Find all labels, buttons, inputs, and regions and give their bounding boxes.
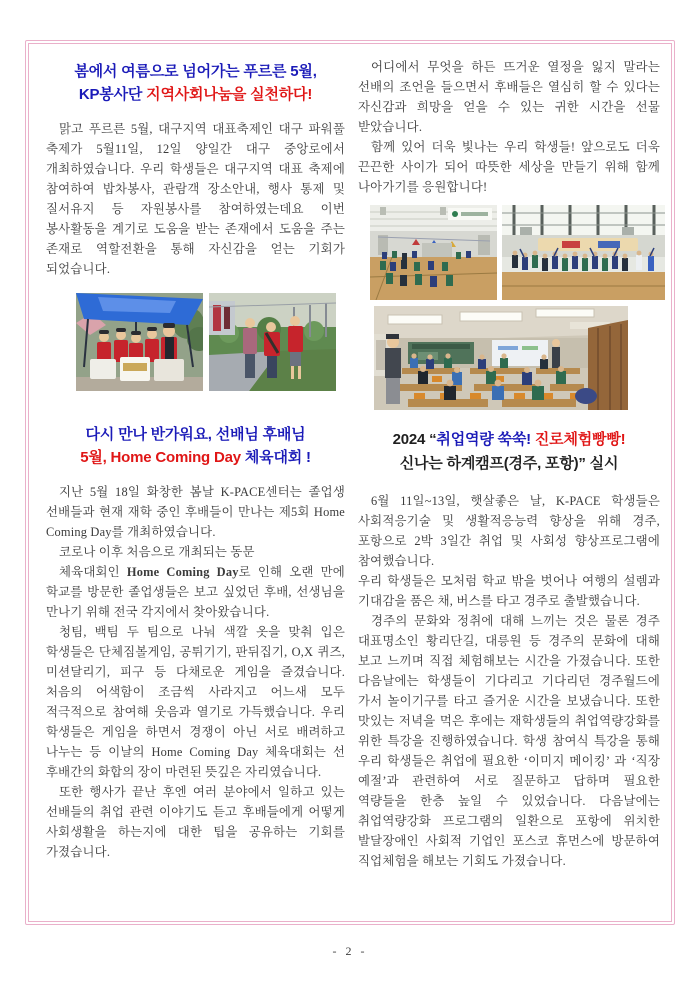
article3-title-line1-black: 2024 “ [392, 431, 437, 448]
article2-title-line2-red: 5월, Home Coming Day [80, 449, 245, 466]
article2-photos-top [370, 205, 660, 300]
article1-title-line1: 봄에서 여름으로 넘어가는 푸르른 5월, [74, 63, 317, 80]
article2-paragraph-2: 코로나 이후 처음으로 개최되는 동문 [59, 545, 255, 559]
article1-paragraph: 맑고 푸르른 5월, 대구지역 대표축제인 대구 파워풀 축제가 5월11일, 12일 양일간 대구 중앙로에서 개최하였습니다. 우리 학생들은 대구지역 대표 축제에 참여하여 밥차봉사, 관람객 장소안내, 행사 통제 및 질서유지 등 자원봉사를 참여하였는데요 이번 봉사활동을 계기로 도움을 받는 존재에서 도움을 주는 존재로 역할전환을 통해 자신감을 얻는 기회가 되었습니다. [46, 122, 345, 276]
closing-paragraph-2: 함께 있어 더욱 빛나는 우리 학생들! 앞으로도 더욱 끈끈한 사이가 되어 따뜻한 세상을 만들기 위해 함께 나아가기를 응원합니다! [358, 140, 660, 194]
article3-paragraph-2: 우리 학생들은 모처럼 학교 밖을 벗어나 여행의 설렘과 기대감을 품은 채, 버스를 타고 경주로 출발했습니다. [358, 574, 660, 608]
article1-title-line2-red: 지역사회나눔을 실천하다! [146, 86, 313, 103]
article2-paragraph-3-bold: Home Coming Day [126, 565, 239, 579]
photo-festival-street [209, 293, 336, 391]
article3-title-line1-red: 진로체험빵빵! [534, 431, 626, 448]
article2-paragraph-4: 청팀, 백팀 두 팀으로 나눠 색깔 옷을 맞춰 입은 학생들은 단체짐볼게임, 공튀기기, 판뒤집기, O,X 퀴즈, 미션달리기, 피구 등 다채로운 게임을 즐겼습니다. 처음의 어색함이 조금씩 사라지고 어느새 모두 적극적으로 참여해 웃음과 열기로 가득했습니다. 우리 학생들은 게임을 하면서 경쟁이 아닌 서로 배려하고 나누는 등 이날의 Home Coming Day 체육대회는 선 후배간의 화합의 장이 마련된 뜻깊은 자리였습니다. [46, 625, 345, 779]
photo-gym-group [502, 205, 665, 300]
photo-gym-seated [370, 205, 497, 300]
article3-paragraph-3: 경주의 문화와 정취에 대해 느끼는 것은 물론 경주 대표명소인 황리단길, 대릉원 등 경주의 문화에 대해 보고 느끼며 직접 체험해보는 시간을 가졌습니다. 또한 다음날에는 학생들이 기다리고 기다리던 경주월드에 가서 놀이기구를 타고 즐거운 시간을 보냈습니다. 또한 맛있는 저녁을 먹은 후에는 재학생들의 취업역량강화를 위한 특강을 진행하였습니다. 학생 참여식 특강을 통해 우리 학생들은 취업에 필요한 ‘이미지 메이킹’ 과 ‘직장 예절’과 관련하여 서로 질문하고 답하며 필요한 역량들을 한층 높일 수 있었습니다. 다음날에는 취업역량강화 프로그램의 일환으로 포항에 위치한 발달장애인 사회적 기업인 포스코 휴먼스에 방문하여 직업체험을 해보는 기회도 가졌습니다. [358, 614, 660, 868]
article1-photos [76, 293, 345, 391]
right-column [358, 57, 660, 871]
article2-paragraph-3-post: 로 인해 오랜 만에 학교를 방문한 졸업생들은 보고 싶었던 후배, 선생님을 만나기 위해 전국 각지에서 찾아왔습니다. [46, 565, 345, 619]
article2-paragraph-1: 지난 5월 18일 화창한 봄날 K-PACE센터는 졸업생 선배들과 현재 재학 중인 후배들이 만나는 제5회 Home Coming Day를 개최하였습니다. [46, 485, 345, 539]
article2-title [46, 423, 345, 469]
article3-title-line2: 신나는 하계캠프(경주, 포항)” 실시 [399, 455, 619, 472]
article3-title [358, 428, 660, 476]
article2-paragraph-3 [46, 562, 345, 622]
left-column [46, 60, 345, 862]
article2-paragraph-5: 또한 행사가 끝난 후엔 여러 분야에서 일하고 있는 선배들의 취업 관련 이야기도 듣고 후배들에게 어떻게 사회생활을 하는지에 대한 팁을 공유하는 기회를 가졌습니다. [46, 785, 345, 859]
article2-title-line1: 다시 만나 반가워요, 선배님 후배님 [85, 426, 306, 443]
photo-festival-tent [76, 293, 203, 391]
photo-lecture-room [374, 306, 628, 410]
page-number: - 2 - [332, 944, 368, 958]
article1-title [46, 60, 345, 106]
article3-photo [374, 306, 660, 410]
closing-paragraph-1: 어디에서 무엇을 하든 뜨거운 열정을 잃지 말라는 선배의 조언을 들으면서 후배들은 열심히 할 수 있다는 자신감과 희망을 얻을 수 있는 귀한 시간을 선물 받았습니다. [358, 60, 660, 134]
article1-title-line2-blue: KP봉사단 [78, 86, 147, 103]
article2-title-line2-blue: 체육대회 ! [244, 449, 311, 466]
article3-paragraph-1: 6월 11일~13일, 햇살좋은 날, K-PACE 학생들은 사회적응기술 및 생활적응능력 향상을 위해 경주, 포항으로 2박 3일간 취업 및 사회성 향상프로그램에 참여했습니다. [358, 494, 660, 568]
article3-title-line1-blue: 취업역량 쑥쑥! [436, 431, 535, 448]
article2-paragraph-3-pre: 체육대회인 [59, 565, 127, 579]
